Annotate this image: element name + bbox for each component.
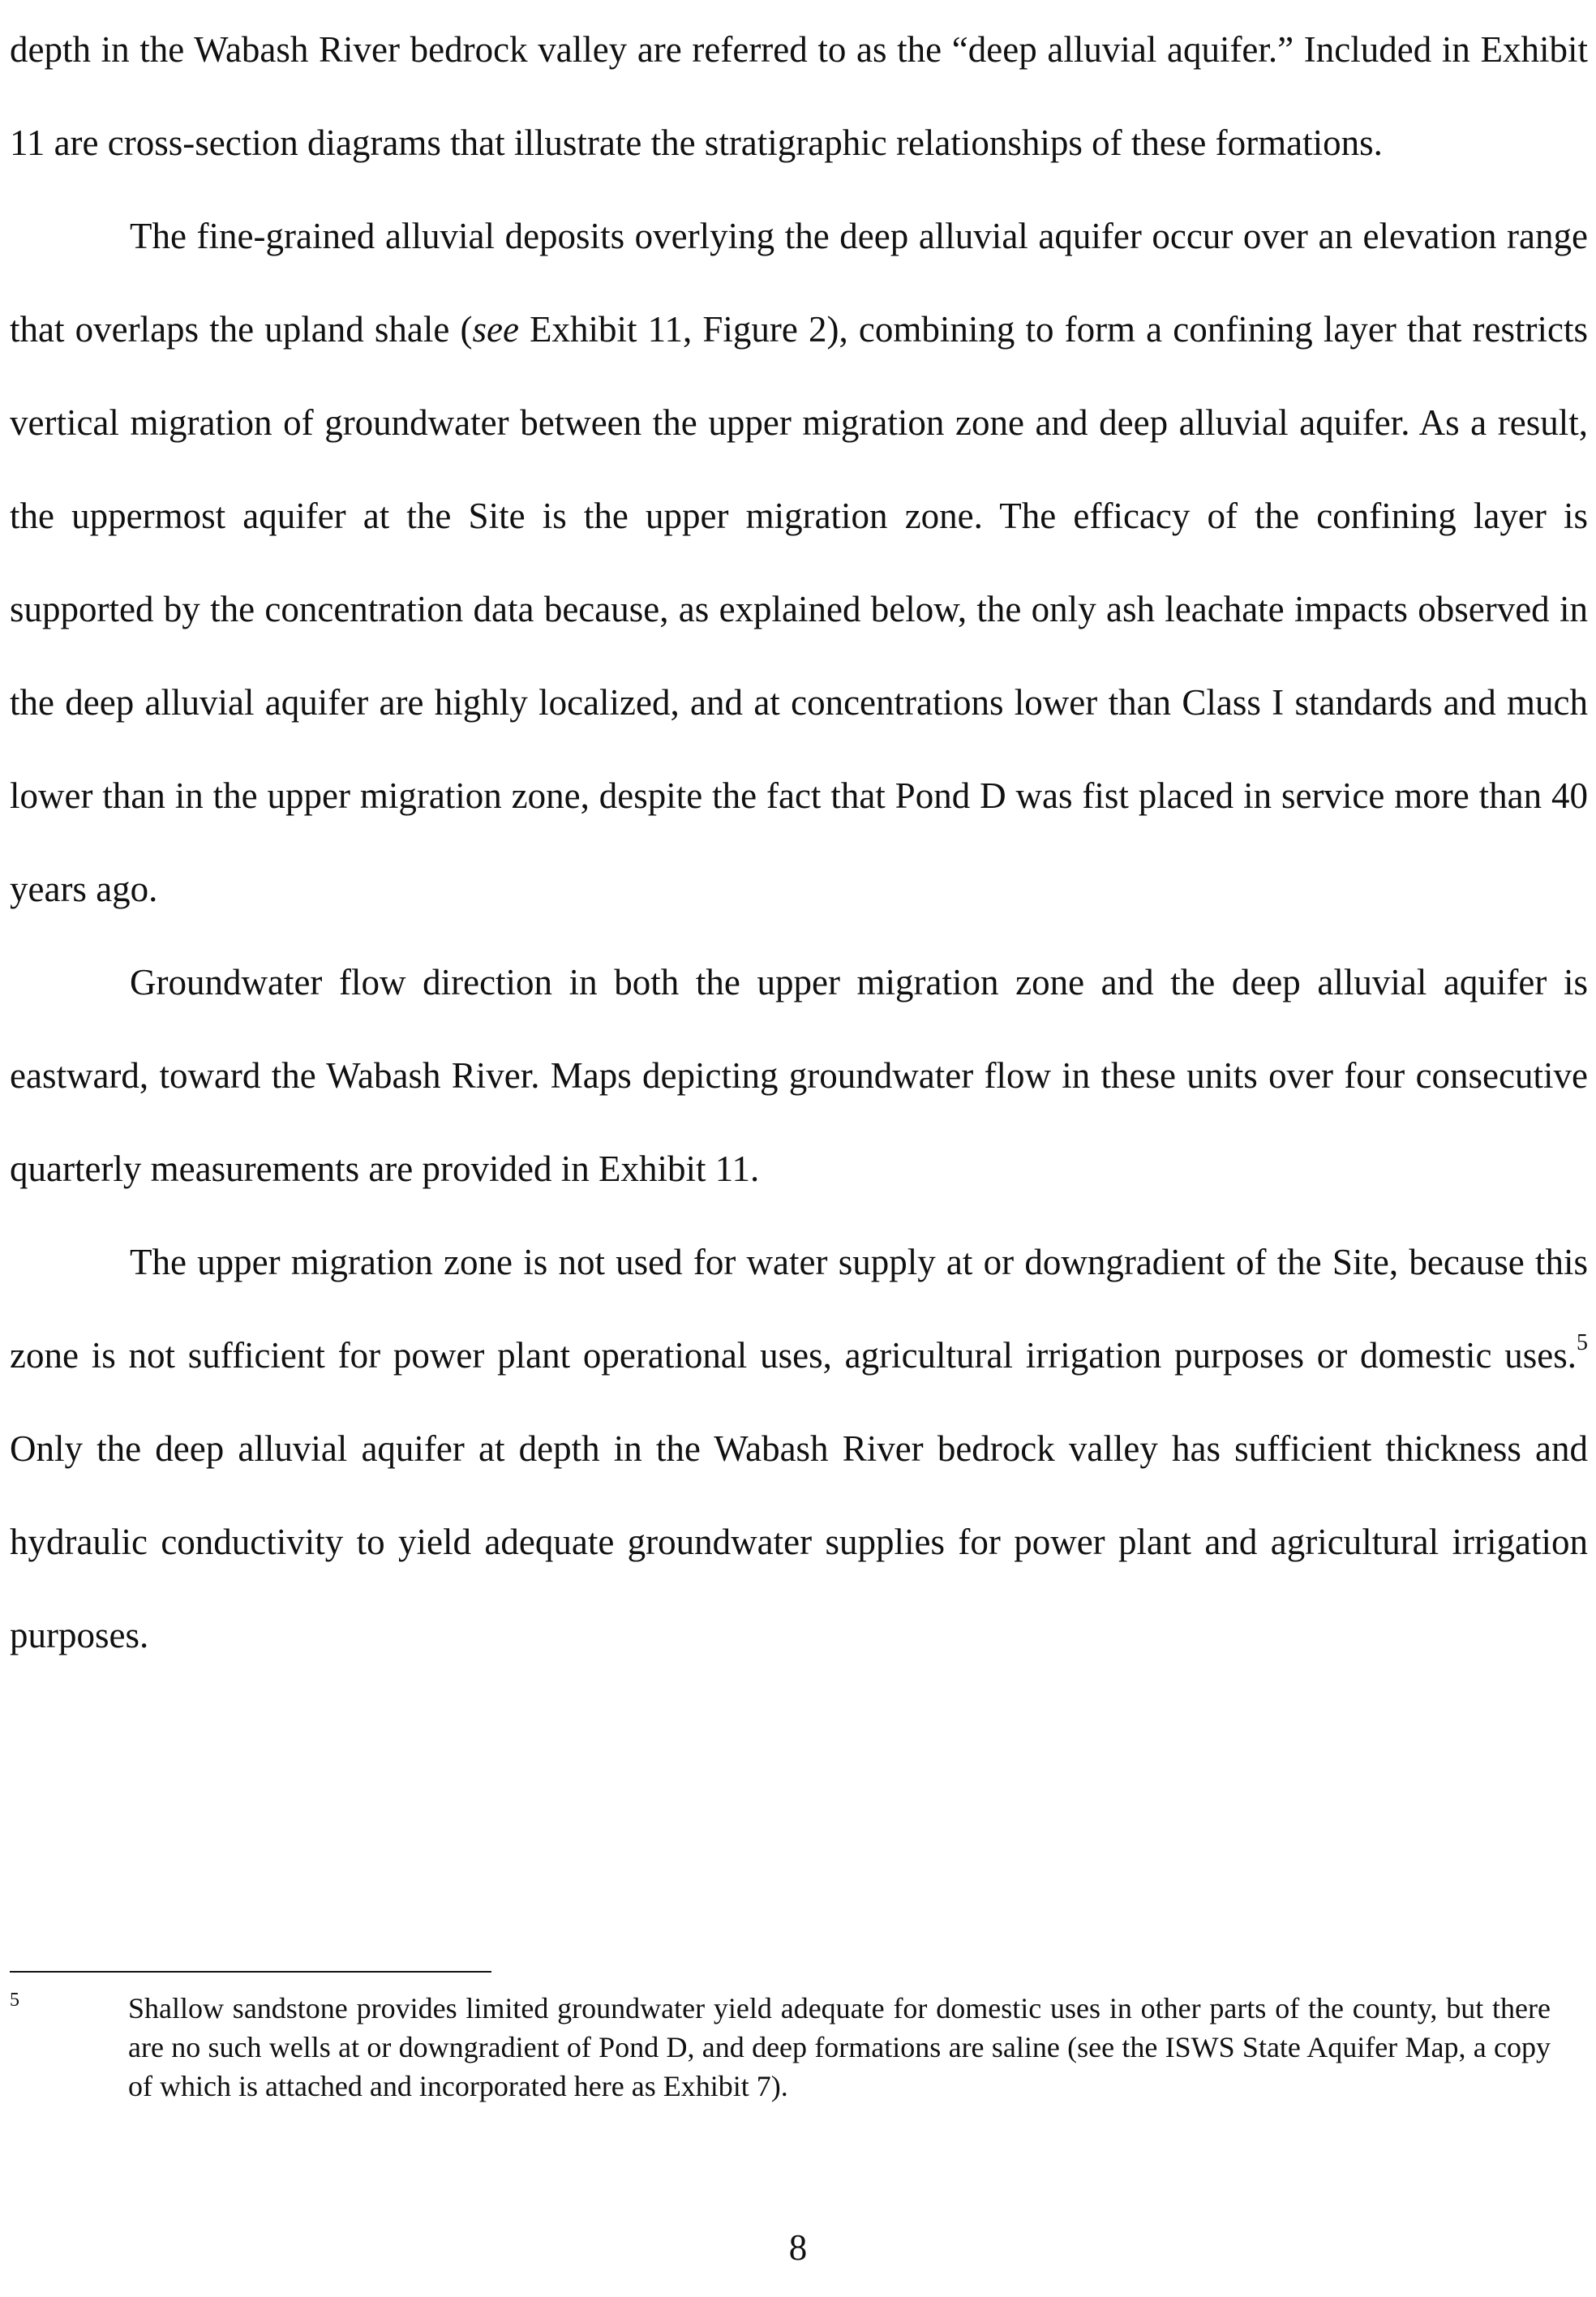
- italic-see: see: [472, 309, 519, 350]
- paragraph-text-start: The fine-grained alluvial deposits overlying the deep alluvial aquifer occur over an elevation range that overlaps the upland shale (: [10, 216, 1588, 350]
- paragraph-text: depth in the Wabash River bedrock valley are referred to as the “deep alluvial aquifer.” Included in Exhibit 11 are cross-section diagrams that illustrate the stratigraphic relationships of these formations.: [10, 29, 1588, 163]
- footnote: [10, 1989, 1551, 2106]
- paragraph-confining-layer: [10, 190, 1588, 936]
- footnote-separator: [10, 1971, 491, 1973]
- footnote-text: Shallow sandstone provides limited groundwater yield adequate for domestic uses in other parts of the county, but there are no such wells at or downgradient of Pond D, and deep formations are saline (see the ISWS State Aquifer Map, a copy of which is attached and incorporated here as Exhibit 7).: [128, 1992, 1551, 2102]
- paragraph-groundwater-flow: [10, 936, 1588, 1216]
- paragraph-continued: [10, 3, 1588, 190]
- paragraph-text-start: The upper migration zone is not used for water supply at or downgradient of the Site, because this zone is not sufficient for power plant operational uses, agricultural irrigation purposes or domestic uses.: [10, 1242, 1588, 1376]
- body-text: [10, 3, 1588, 1682]
- paragraph-text-end: Exhibit 11, Figure 2), combining to form a confining layer that restricts vertical migration of groundwater between the upper migration zone and deep alluvial aquifer. As a result, the uppermost aquifer at the Site is the upper migration zone. The efficacy of the confining layer is supported by the concentration data because, as explained below, the only ash leachate impacts observed in the deep alluvial aquifer are highly localized, and at concentrations lower than Class I standards and much lower than in the upper migration zone, despite the fact that Pond D was fist placed in service more than 40 years ago.: [10, 309, 1588, 909]
- footnote-reference: 5: [1577, 1330, 1588, 1355]
- paragraph-text-end: Only the deep alluvial aquifer at depth in the Wabash River bedrock valley has sufficient thickness and hydraulic conductivity to yield adequate groundwater supplies for power plant and agricultural irrigation purposes.: [10, 1428, 1588, 1655]
- paragraph-text: Groundwater flow direction in both the upper migration zone and the deep alluvial aquifer is eastward, toward the Wabash River. Maps depicting groundwater flow in these units over four consecutive quarterly measurements are provided in Exhibit 11.: [10, 962, 1588, 1189]
- footnote-number: 5: [10, 1990, 19, 2011]
- paragraph-water-supply: [10, 1216, 1588, 1682]
- page-number: 8: [788, 2227, 808, 2268]
